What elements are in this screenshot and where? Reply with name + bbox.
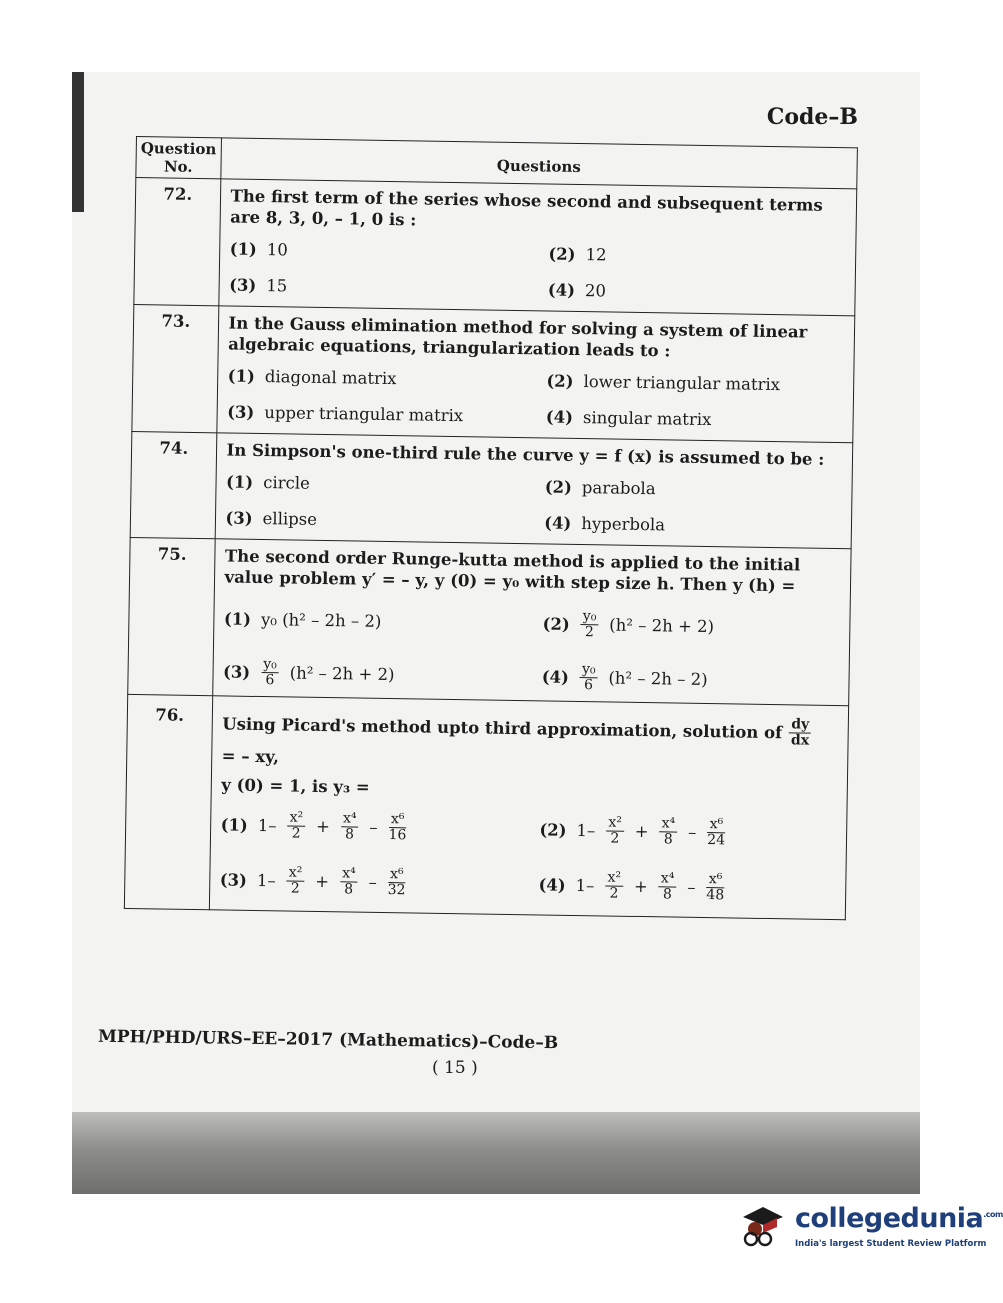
options <box>220 809 839 905</box>
option-number: (2) <box>548 243 576 264</box>
option-3 <box>229 271 528 302</box>
option-4 <box>544 509 843 540</box>
option-number: (2) <box>539 820 567 840</box>
option-text: 20 <box>584 280 607 300</box>
option-4 <box>548 276 847 307</box>
logo-wordmark: collegedunia$^{.com}$ <box>795 1203 1003 1234</box>
footer-code: MPH/PHD/URS–EE–2017 (Mathematics)–Code–B <box>97 1026 559 1054</box>
logo-tagline: India's largest Student Review Platform <box>795 1239 987 1249</box>
option-4 <box>546 403 845 434</box>
options <box>225 468 843 540</box>
option-number: (1) <box>220 815 248 835</box>
option-number: (4) <box>545 406 574 427</box>
option-1: (1) 1– $\frac{\text{x²}}{2}$ + $\frac{\text{x⁴}}{8}$ – $\frac{\text{x⁶}}{16}$ <box>220 809 407 844</box>
option-text: singular matrix <box>582 407 712 429</box>
option-text: 15 <box>266 275 288 295</box>
option-number: (1) <box>223 609 252 629</box>
question-number: 76. <box>124 694 212 909</box>
option-number: (1) <box>225 471 254 492</box>
header-code: Code–B <box>766 104 858 130</box>
option-text: (h² – 2h – 2) <box>608 668 708 690</box>
option-number: (4) <box>538 875 566 895</box>
option-3 <box>223 656 522 692</box>
col-question-no: Question No. <box>136 137 221 179</box>
option-text: hyperbola <box>581 513 666 534</box>
fraction: $\frac{\text{y₀}}{6}$ <box>261 657 279 688</box>
option-1 <box>224 603 523 639</box>
option-text: (h² – 2h + 2) <box>609 615 715 637</box>
collegedunia-logo[interactable] <box>733 1197 1003 1257</box>
question-row-73 <box>132 304 855 442</box>
option-number: (1) <box>229 238 257 259</box>
option-4 <box>542 661 841 697</box>
question-body <box>212 539 851 706</box>
question-text: In the Gauss elimination method for solving a system of linear algebraic equations, triangularization leads to : <box>228 313 808 361</box>
option-number: (4) <box>544 512 572 533</box>
question-number: 73. <box>132 304 218 432</box>
option-number: (1) <box>227 365 256 386</box>
question-row-72 <box>134 178 857 316</box>
options <box>229 235 847 307</box>
option-text: ellipse <box>262 508 318 529</box>
question-row-74 <box>130 431 853 548</box>
option-text: 10 <box>266 239 288 259</box>
question-number: 72. <box>134 178 220 306</box>
question-text: In Simpson's one-third rule the curve y = f (x) is assumed to be : <box>226 440 825 469</box>
scanned-page <box>72 72 920 1194</box>
question-text: The first term of the series whose second and subsequent terms are 8, 3, 0, – 1, 0 is : <box>230 186 823 230</box>
option-2 <box>548 240 847 271</box>
option-number: (4) <box>541 667 570 687</box>
fraction: $\frac{\text{y₀}}{6}$ <box>580 662 598 693</box>
option-number: (4) <box>547 279 576 300</box>
option-3: (3) 1– $\frac{\text{x²}}{2}$ + $\frac{\text{x⁴}}{8}$ – $\frac{\text{x⁶}}{32}$ <box>219 864 406 899</box>
question-body <box>218 179 856 316</box>
option-text: upper triangular matrix <box>264 402 464 425</box>
question-table <box>124 136 858 920</box>
question-text-line2: y (0) = 1, is y₃ = <box>221 775 370 797</box>
question-number: 74. <box>130 431 216 538</box>
option-1 <box>226 468 525 499</box>
question-text: Using Picard's method upto third approximation, solution of $\frac{dy}{dx}$ = – xy, <box>221 714 810 767</box>
option-2 <box>546 367 845 398</box>
option-2 <box>545 473 844 504</box>
col-questions: Questions <box>220 138 857 189</box>
option-3 <box>227 398 526 429</box>
option-2: (2) 1– $\frac{\text{x²}}{2}$ + $\frac{\text{x⁴}}{8}$ – $\frac{\text{x⁶}}{24}$ <box>539 814 726 849</box>
option-1 <box>230 235 529 266</box>
option-2 <box>542 608 841 644</box>
options <box>227 362 845 434</box>
question-body <box>215 433 853 549</box>
question-body <box>216 306 854 443</box>
question-text: The second order Runge-kutta method is applied to the initial value problem y′ = – y, y (0) = y₀ with step size h. Then y (h) = <box>224 546 801 596</box>
option-text: circle <box>263 472 311 493</box>
question-number: 75. <box>128 537 215 695</box>
option-number: (2) <box>546 370 574 391</box>
scan-shadow <box>72 1112 920 1194</box>
option-text: (h² – 2h + 2) <box>289 663 395 685</box>
scan-edge <box>72 72 84 212</box>
derivative-fraction: $\frac{dy}{dx}$ <box>790 716 810 749</box>
option-4: (4) 1– $\frac{\text{x²}}{2}$ + $\frac{\text{x⁴}}{8}$ – $\frac{\text{x⁶}}{48}$ <box>538 869 725 904</box>
option-number: (3) <box>219 870 248 890</box>
option-text: lower triangular matrix <box>583 371 781 394</box>
student-mascot-icon <box>737 1203 789 1249</box>
question-body <box>209 696 849 920</box>
option-number: (3) <box>225 507 253 528</box>
question-row-75 <box>128 537 851 705</box>
question-row-76 <box>124 694 848 919</box>
option-number: (3) <box>227 401 255 422</box>
option-text: parabola <box>581 477 656 498</box>
option-text: 12 <box>585 244 607 264</box>
option-number: (2) <box>542 614 570 634</box>
option-text: y₀ (h² – 2h – 2) <box>260 610 382 631</box>
page-number: ( 15 ) <box>432 1058 478 1078</box>
options <box>223 603 842 697</box>
option-3 <box>225 504 524 535</box>
fraction: $\frac{\text{y₀}}{2}$ <box>580 609 598 640</box>
option-text: diagonal matrix <box>264 366 397 388</box>
option-number: (2) <box>544 476 573 497</box>
option-number: (3) <box>229 274 257 295</box>
option-1 <box>228 362 527 393</box>
option-number: (3) <box>222 662 251 682</box>
